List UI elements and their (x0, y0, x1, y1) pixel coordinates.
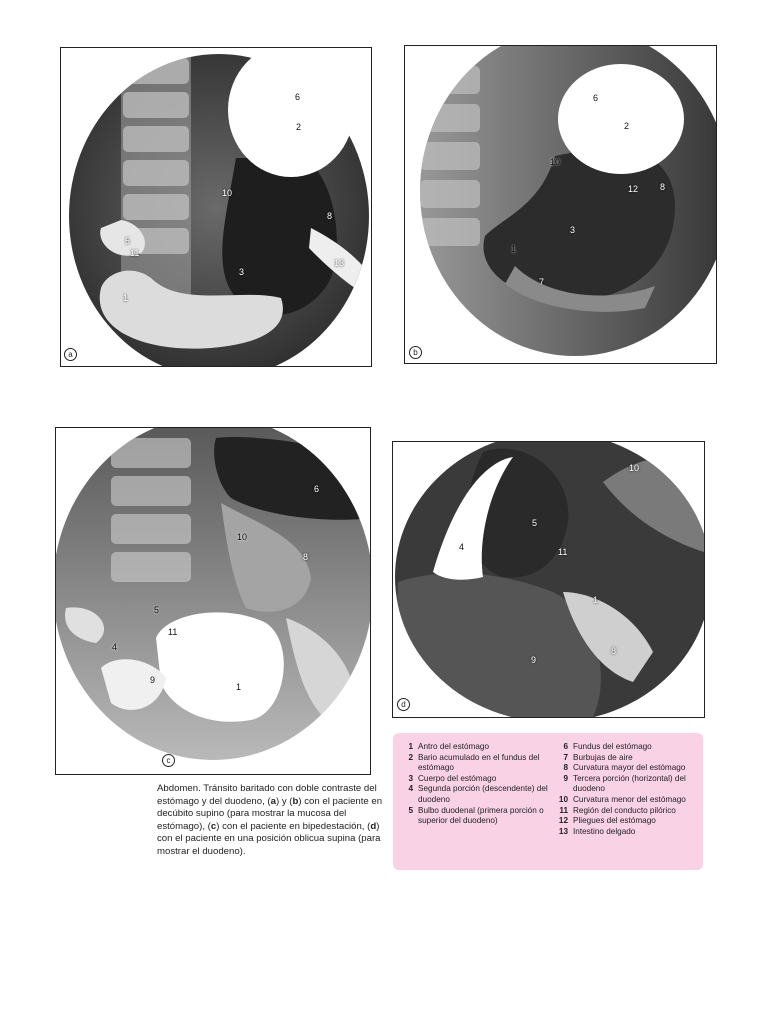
label-a-11: 11 (130, 248, 140, 258)
legend-item: 4 Segunda porción (descendente) del duodeno (408, 784, 548, 804)
label-c-8: 8 (303, 552, 309, 562)
legend-box (393, 733, 703, 870)
legend-item: 12 Pliegues del estómago (558, 816, 656, 826)
label-d-4: 4 (459, 542, 465, 552)
label-b-2: 2 (624, 121, 630, 131)
label-b-7: 7 (539, 277, 545, 287)
legend-item: 2 Bario acumulado en el fundus del estómago (408, 752, 540, 773)
label-c-5: 5 (154, 605, 160, 615)
label-d-5: 5 (532, 518, 538, 528)
radiograph-panel-d (392, 441, 705, 718)
label-b-3: 3 (570, 225, 576, 235)
legend-item: 6 Fundus del estómago (563, 742, 652, 751)
label-c-4: 4 (112, 642, 118, 652)
legend-item: 8 Curvatura mayor del estómago (563, 763, 686, 773)
label-a-2: 2 (296, 122, 302, 132)
label-a-3: 3 (239, 267, 245, 277)
label-d-8: 8 (611, 646, 617, 656)
label-d-1: 1 (593, 595, 599, 605)
radiograph-d-image (393, 442, 704, 717)
radiograph-a-image (61, 48, 371, 366)
label-a-13: 13 (334, 258, 345, 268)
label-a-10: 10 (222, 188, 233, 198)
label-b-1: 1 (511, 244, 517, 254)
legend-item: 9 Tercera porción (horizontal) del duodeno (563, 773, 686, 794)
legend-item: 7 Burbujas de aire (563, 752, 633, 762)
radiograph-panel-c (55, 427, 371, 775)
label-a-6: 6 (295, 92, 301, 102)
label-c-6: 6 (314, 484, 320, 494)
label-d-11: 11 (558, 547, 568, 557)
legend-column-1 (401, 742, 549, 827)
radiograph-b-image (405, 46, 716, 363)
label-d-9: 9 (531, 655, 537, 665)
label-c-10: 10 (237, 532, 248, 542)
legend-item: 3 Cuerpo del estómago (408, 773, 497, 783)
radiograph-panel-a (60, 47, 372, 367)
label-c-1: 1 (236, 682, 242, 692)
legend-column-2 (556, 742, 701, 837)
label-c-11: 11 (168, 627, 178, 637)
figure-caption: Abdomen. Tránsito baritado con doble contraste del estómago y del duodeno, (a) y (b) con el paciente en decúbito supino (para mostrar la mucosa del estómago), (c) con el paciente en bipedestación, (d) con el paciente en una posición oblicua supina (para mostrar el duodeno). (157, 783, 383, 857)
label-c-9: 9 (150, 675, 156, 685)
legend-item: 13 Intestino delgado (558, 826, 636, 836)
label-b-12: 12 (628, 184, 639, 194)
legend-item: 5 Bulbo duodenal (primera porción o superior del duodeno) (408, 805, 544, 826)
label-b-10: 10 (550, 157, 561, 167)
legend-item: 1 Antro del estómago (408, 742, 490, 751)
panel-letter-c: c (162, 754, 175, 767)
label-d-10: 10 (629, 463, 640, 473)
label-b-8: 8 (660, 182, 666, 192)
label-a-8: 8 (327, 211, 333, 221)
label-b-6: 6 (593, 93, 599, 103)
legend-item: 11 Región del conducto pilórico (559, 805, 676, 815)
panel-letter-a: a (64, 348, 77, 361)
label-a-1: 1 (123, 293, 129, 303)
panel-letter-b: b (409, 346, 422, 359)
radiograph-c-image (56, 428, 370, 774)
panel-letter-d: d (397, 698, 410, 711)
label-a-5: 5 (125, 236, 131, 246)
legend-item: 10 Curvatura menor del estómago (558, 794, 686, 804)
radiograph-panel-b (404, 45, 717, 364)
